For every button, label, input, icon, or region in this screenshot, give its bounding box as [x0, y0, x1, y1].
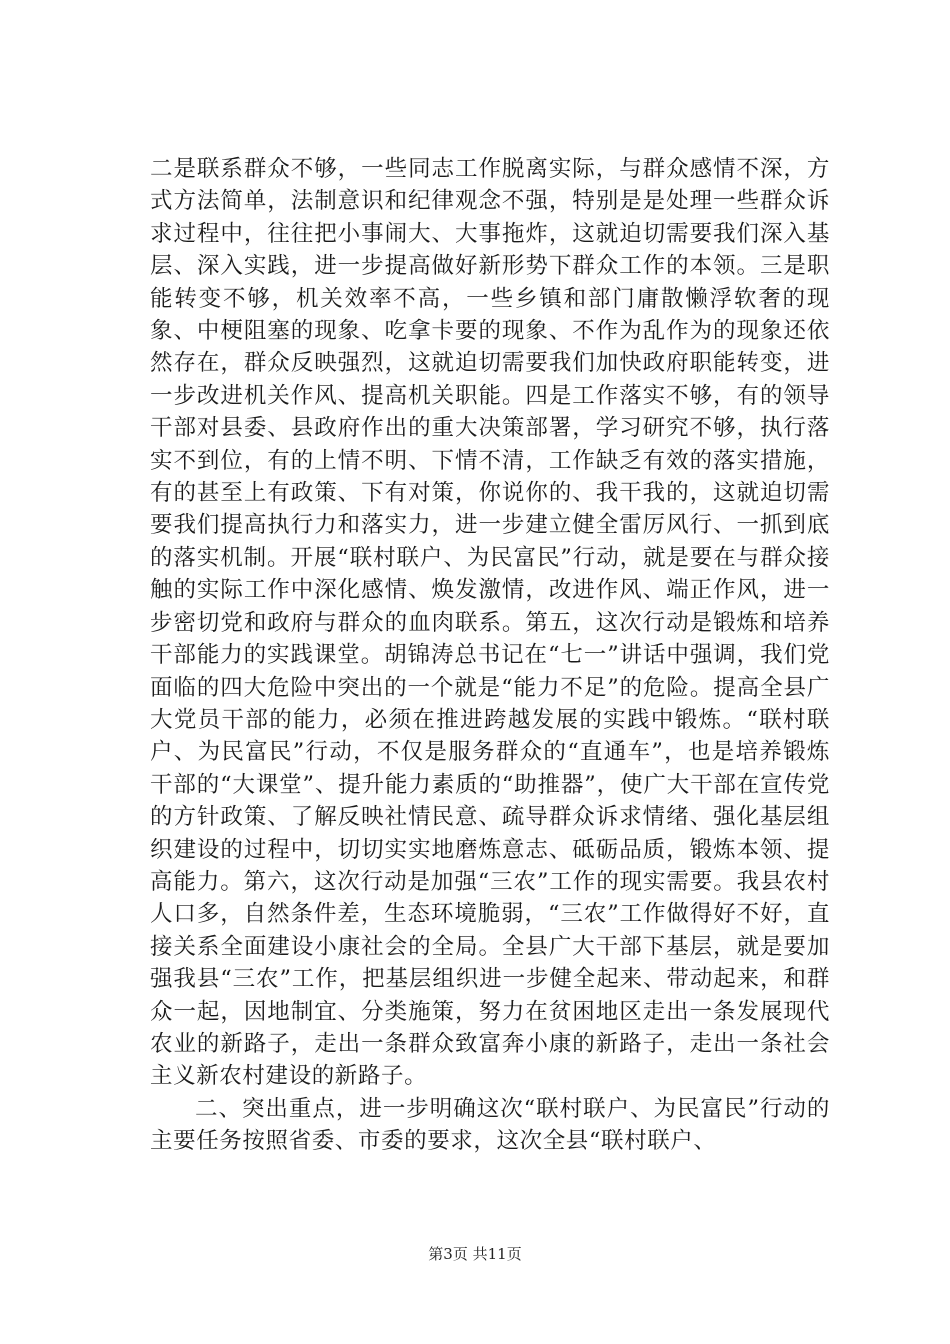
paragraph-2: 二、突出重点，进一步明确这次“联村联户、为民富民”行动的主要任务按照省委、市委的要求，这次全县“联村联户、 [150, 1095, 830, 1155]
body-text [150, 153, 830, 1158]
page-footer: 第3页 共11页 [428, 1245, 522, 1263]
paragraph-1: 二是联系群众不够，一些同志工作脱离实际，与群众感情不深，方式方法简单，法制意识和纪律观念不强，特别是是处理一些群众诉求过程中，往往把小事闹大、大事拖炸，这就迫切需要我们深入基层、深入实践，进一步提高做好新形势下群众工作的本领。三是职能转变不够，机关效率不高，一些乡镇和部门庸散懒浮软奢的现象、中梗阻塞的现象、吃拿卡要的现象、不作为乱作为的现象还依然存在，群众反映强烈，这就迫切需要我们加快政府职能转变，进一步改进机关作风、提高机关职能。四是工作落实不够，有的领导干部对县委、县政府作出的重大决策部署，学习研究不够，执行落实不到位，有的上情不明、下情不清，工作缺乏有效的落实措施，有的甚至上有政策、下有对策，你说你的、我干我的，这就迫切需要我们提高执行力和落实力，进一步建立健全雷厉风行、一抓到底的落实机制。开展“联村联户、为民富民”行动，就是要在与群众接触的实际工作中深化感情、焕发激情，改进作风、端正作风，进一步密切党和政府与群众的血肉联系。第五，这次行动是锻炼和培养干部能力的实践课堂。胡锦涛总书记在“七一”讲话中强调，我们党面临的四大危险中突出的一个就是“能力不足”的危险。提高全县广大党员干部的能力，必须在推进跨越发展的实践中锻炼。“联村联户、为民富民”行动，不仅是服务群众的“直通车”，也是培养锻炼干部的“大课堂”、提升能力素质的“助推器”，使广大干部在宣传党的方针政策、了解反映社情民意、疏导群众诉求情绪、强化基层组织建设的过程中，切切实实地磨炼意志、砥砺品质，锻炼本领、提高能力。第六，这次行动是加强“三农”工作的现实需要。我县农村人口多，自然条件差，生态环境脆弱，“三农”工作做得好不好，直接关系全面建设小康社会的全局。全县广大干部下基层，就是要加强我县“三农”工作，把基层组织进一步健全起来、带动起来，和群众一起，因地制宜、分类施策，努力在贫困地区走出一条发展现代农业的新路子，走出一条群众致富奔小康的新路子，走出一条社会主义新农村建设的新路子。 [150, 156, 830, 1090]
